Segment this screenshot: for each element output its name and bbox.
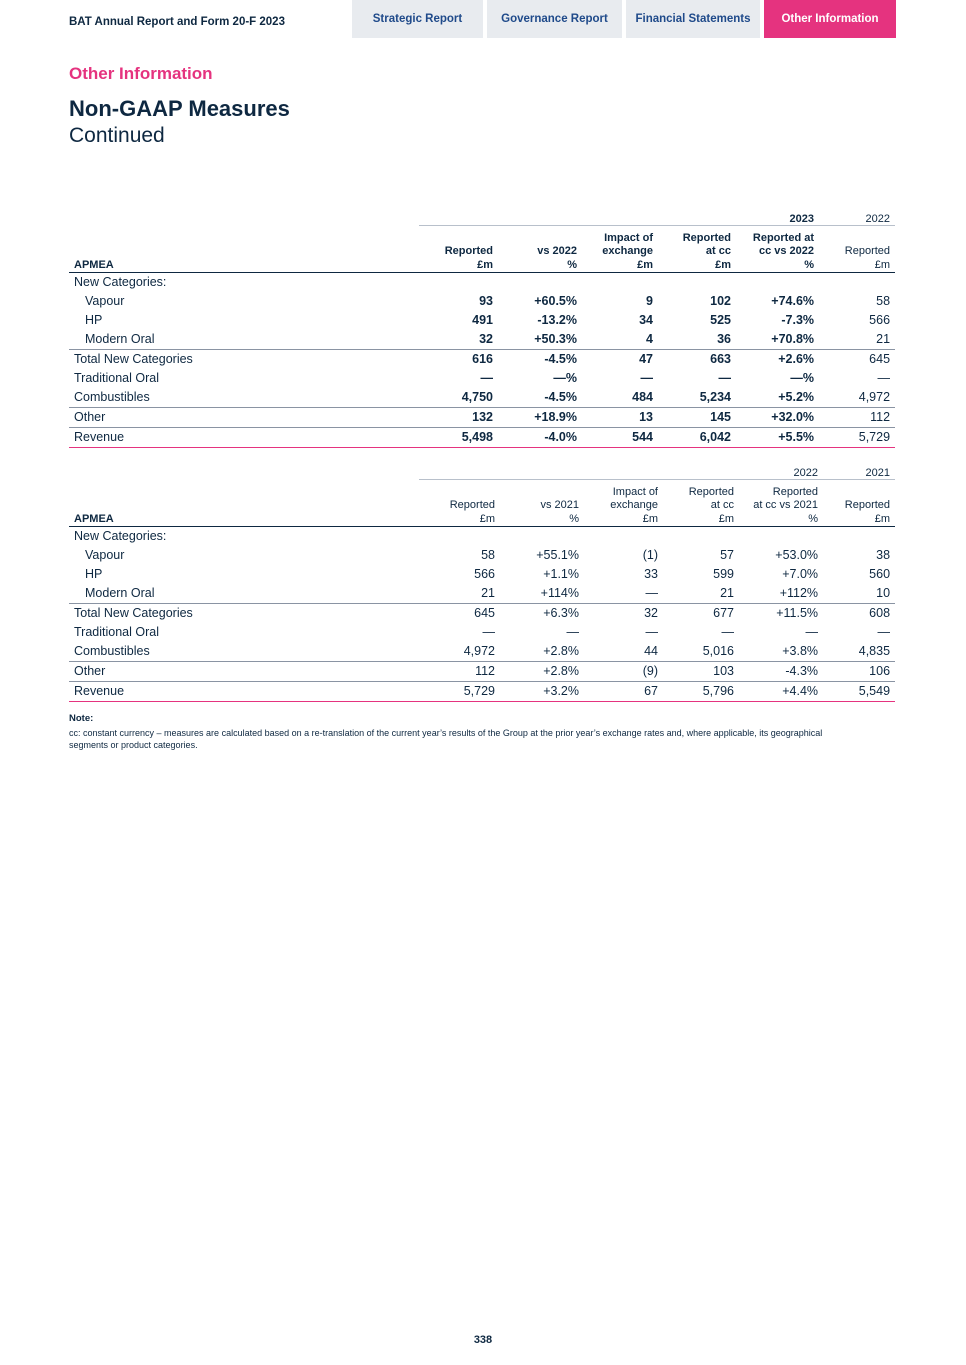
- tab-other-information[interactable]: Other Information: [764, 0, 896, 38]
- tab-governance-report[interactable]: Governance Report: [487, 0, 622, 38]
- tab-strategic-report[interactable]: Strategic Report: [352, 0, 483, 38]
- col-fx-impact-header: Impact of exchange £m: [584, 480, 663, 527]
- cell-value: 13: [582, 408, 658, 428]
- cell-value: 112: [819, 408, 895, 428]
- table-row: [69, 273, 895, 293]
- cell-value: 112: [419, 662, 500, 682]
- cell-value: +11.5%: [776, 606, 819, 620]
- col-cc-vs-prior-header: Reported at cc vs 2022 %: [736, 226, 819, 273]
- row-label: Vapour: [85, 294, 125, 308]
- row-label: New Categories:: [74, 529, 167, 543]
- cell-value: 677: [713, 606, 734, 620]
- cell-value: +5.5%: [736, 428, 819, 448]
- cell-value: 608: [869, 606, 891, 620]
- cell-value: —%: [553, 371, 577, 385]
- tab-financial-statements[interactable]: Financial Statements: [626, 0, 760, 38]
- cell-value: —: [640, 371, 653, 385]
- table-row: [69, 292, 895, 311]
- row-label: Traditional Oral: [74, 625, 159, 639]
- row-label: Revenue: [69, 428, 419, 448]
- prior-year-label: 2022: [819, 207, 895, 226]
- cell-value: [582, 273, 658, 293]
- row-label: Combustibles: [69, 642, 419, 662]
- cell-value: +4.4%: [739, 682, 823, 702]
- table-row: [69, 428, 895, 448]
- cell-value: 102: [710, 294, 731, 308]
- cell-value: [419, 273, 498, 293]
- col-vs-prior-header: vs 2022 %: [498, 226, 582, 273]
- table-body: [69, 273, 895, 448]
- cell-value: +3.8%: [739, 642, 823, 662]
- cell-value: 132: [419, 408, 498, 428]
- col-reported-cc-header: Reported at cc £m: [663, 480, 739, 527]
- cell-value: —: [877, 371, 891, 385]
- cell-value: —: [721, 625, 734, 639]
- cell-value: +7.0%: [782, 567, 819, 581]
- cell-value: —%: [790, 371, 815, 385]
- row-label: Total New Categories: [74, 352, 193, 366]
- cell-value: 645: [869, 352, 891, 366]
- col-reported-cc-header: Reported at cc £m: [658, 226, 736, 273]
- cell-value: 599: [713, 567, 734, 581]
- cell-value: 5,234: [658, 388, 736, 408]
- cell-value: —: [482, 625, 495, 639]
- cell-value: 525: [710, 313, 731, 327]
- cell-value: —: [877, 625, 891, 639]
- cell-value: +3.2%: [500, 682, 584, 702]
- col-reported-header: Reported £m: [419, 480, 500, 527]
- cell-value: 5,016: [663, 642, 739, 662]
- cell-value: —: [480, 371, 493, 385]
- cell-value: -4.0%: [498, 428, 582, 448]
- cell-value: +32.0%: [736, 408, 819, 428]
- cell-value: -4.3%: [739, 662, 823, 682]
- year-header-row: [69, 461, 895, 480]
- apmea-revenue-table-2023: [69, 207, 895, 448]
- cell-value: 566: [869, 313, 891, 327]
- table-row: [69, 604, 895, 624]
- report-title: BAT Annual Report and Form 20-F 2023: [69, 16, 285, 28]
- table-row: [69, 388, 895, 408]
- section-label: Other Information: [69, 64, 213, 83]
- row-label: Combustibles: [69, 388, 419, 408]
- cell-value: +5.2%: [736, 388, 819, 408]
- cell-value: 4,972: [819, 388, 895, 408]
- table-row: [69, 682, 895, 702]
- cell-value: 4: [582, 330, 658, 350]
- cell-value: 4,835: [823, 642, 895, 662]
- cell-value: 106: [823, 662, 895, 682]
- cell-value: -13.2%: [537, 313, 577, 327]
- cell-value: [658, 273, 736, 293]
- cell-value: +74.6%: [771, 294, 815, 308]
- row-label: Traditional Oral: [74, 371, 159, 385]
- cell-value: 32: [419, 330, 498, 350]
- segment-header: APMEA: [69, 226, 419, 273]
- cell-value: 491: [472, 313, 493, 327]
- cell-value: 484: [582, 388, 658, 408]
- cell-value: 5,498: [419, 428, 498, 448]
- cell-value: —: [718, 371, 731, 385]
- cell-value: [819, 273, 895, 293]
- cell-value: +114%: [500, 584, 584, 604]
- table-body: [69, 527, 895, 702]
- cell-value: 5,549: [823, 682, 895, 702]
- cell-value: +55.1%: [536, 548, 579, 562]
- cell-value: +60.5%: [534, 294, 577, 308]
- cell-value: 33: [644, 567, 658, 581]
- cell-value: [498, 273, 582, 293]
- row-label: Vapour: [85, 548, 125, 562]
- prior-year-label: 2021: [823, 461, 895, 480]
- cell-value: 57: [720, 548, 734, 562]
- cell-value: 663: [710, 352, 731, 366]
- current-year-label: 2023: [419, 207, 819, 226]
- cell-value: 4,750: [419, 388, 498, 408]
- cell-value: 566: [474, 567, 495, 581]
- cell-value: -7.3%: [781, 313, 815, 327]
- cell-value: +2.8%: [500, 662, 584, 682]
- table-row: [69, 623, 895, 642]
- row-label: Revenue: [69, 682, 419, 702]
- cell-value: +50.3%: [498, 330, 582, 350]
- year-header-row: [69, 207, 895, 226]
- cell-value: +2.8%: [500, 642, 584, 662]
- cell-value: 93: [479, 294, 493, 308]
- cell-value: (9): [584, 662, 663, 682]
- current-year-label: 2022: [419, 461, 823, 480]
- row-label: HP: [85, 313, 103, 327]
- cell-value: 34: [639, 313, 653, 327]
- col-fx-impact-header: Impact of exchange £m: [582, 226, 658, 273]
- row-label: Modern Oral: [69, 584, 419, 604]
- cell-value: +2.6%: [778, 352, 815, 366]
- table-row: [69, 350, 895, 370]
- cell-value: 6,042: [658, 428, 736, 448]
- cell-value: [584, 527, 663, 547]
- cell-value: 544: [582, 428, 658, 448]
- page-number: 338: [473, 1334, 493, 1346]
- column-header-row: [69, 480, 895, 527]
- col-prior-reported-header: Reported £m: [819, 226, 895, 273]
- table-row: [69, 311, 895, 330]
- row-label: Other: [69, 408, 419, 428]
- cell-value: 616: [472, 352, 493, 366]
- cell-value: 44: [584, 642, 663, 662]
- cell-value: 21: [419, 584, 500, 604]
- cell-value: 21: [663, 584, 739, 604]
- cell-value: 9: [646, 294, 653, 308]
- cell-value: —: [566, 625, 579, 639]
- cell-value: —: [805, 625, 819, 639]
- cell-value: 645: [474, 606, 495, 620]
- cell-value: 103: [663, 662, 739, 682]
- table-row: [69, 584, 895, 604]
- col-vs-prior-header: vs 2021 %: [500, 480, 584, 527]
- cell-value: +112%: [739, 584, 823, 604]
- page-subtitle: Continued: [69, 124, 165, 147]
- cell-value: 5,796: [663, 682, 739, 702]
- cell-value: [419, 527, 500, 547]
- col-prior-reported-header: Reported £m: [823, 480, 895, 527]
- row-label: Total New Categories: [74, 606, 193, 620]
- table-row: [69, 546, 895, 565]
- cell-value: +18.9%: [498, 408, 582, 428]
- cell-value: 5,729: [419, 682, 500, 702]
- cell-value: 67: [584, 682, 663, 702]
- row-label: Other: [69, 662, 419, 682]
- cell-value: 58: [481, 548, 495, 562]
- cell-value: -4.5%: [498, 388, 582, 408]
- cell-value: 145: [658, 408, 736, 428]
- cell-value: 32: [644, 606, 658, 620]
- table-row: [69, 565, 895, 584]
- cell-value: —: [584, 584, 663, 604]
- row-label: New Categories:: [74, 275, 167, 289]
- cell-value: 560: [869, 567, 891, 581]
- cell-value: 10: [823, 584, 895, 604]
- note-heading: Note:: [69, 713, 94, 724]
- cell-value: 21: [819, 330, 895, 350]
- cell-value: +70.8%: [736, 330, 819, 350]
- cell-value: [500, 527, 584, 547]
- cell-value: —: [645, 625, 658, 639]
- cell-value: [823, 527, 895, 547]
- top-navigation-bar: [0, 0, 966, 38]
- cell-value: -4.5%: [544, 352, 577, 366]
- note-text: cc: constant currency – measures are calculated based on a re-translation of the current year’s results of the Group at the prior year’s exchange rates and, where applicable, its geographical segments or product categories.: [69, 728, 823, 750]
- cell-value: 47: [639, 352, 653, 366]
- cell-value: 36: [658, 330, 736, 350]
- table-row: [69, 330, 895, 350]
- cell-value: +1.1%: [543, 567, 579, 581]
- cell-value: [736, 273, 819, 293]
- table-row: [69, 369, 895, 388]
- cell-value: 5,729: [819, 428, 895, 448]
- cell-value: +53.0%: [775, 548, 819, 562]
- page-title: Non-GAAP Measures: [69, 96, 290, 121]
- col-reported-header: Reported £m: [419, 226, 498, 273]
- col-cc-vs-prior-header: Reported at cc vs 2021 %: [739, 480, 823, 527]
- row-label: Modern Oral: [69, 330, 419, 350]
- cell-value: (1): [642, 548, 658, 562]
- cell-value: 58: [876, 294, 891, 308]
- row-label: HP: [85, 567, 103, 581]
- cell-value: [663, 527, 739, 547]
- cell-value: 38: [876, 548, 891, 562]
- cell-value: [739, 527, 823, 547]
- table-row: [69, 408, 895, 428]
- table-row: [69, 662, 895, 682]
- apmea-revenue-table-2022: [69, 461, 895, 702]
- cell-value: +6.3%: [543, 606, 579, 620]
- segment-header: APMEA: [69, 480, 419, 527]
- table-row: [69, 527, 895, 547]
- column-header-row: [69, 226, 895, 273]
- cell-value: 4,972: [419, 642, 500, 662]
- table-row: [69, 642, 895, 662]
